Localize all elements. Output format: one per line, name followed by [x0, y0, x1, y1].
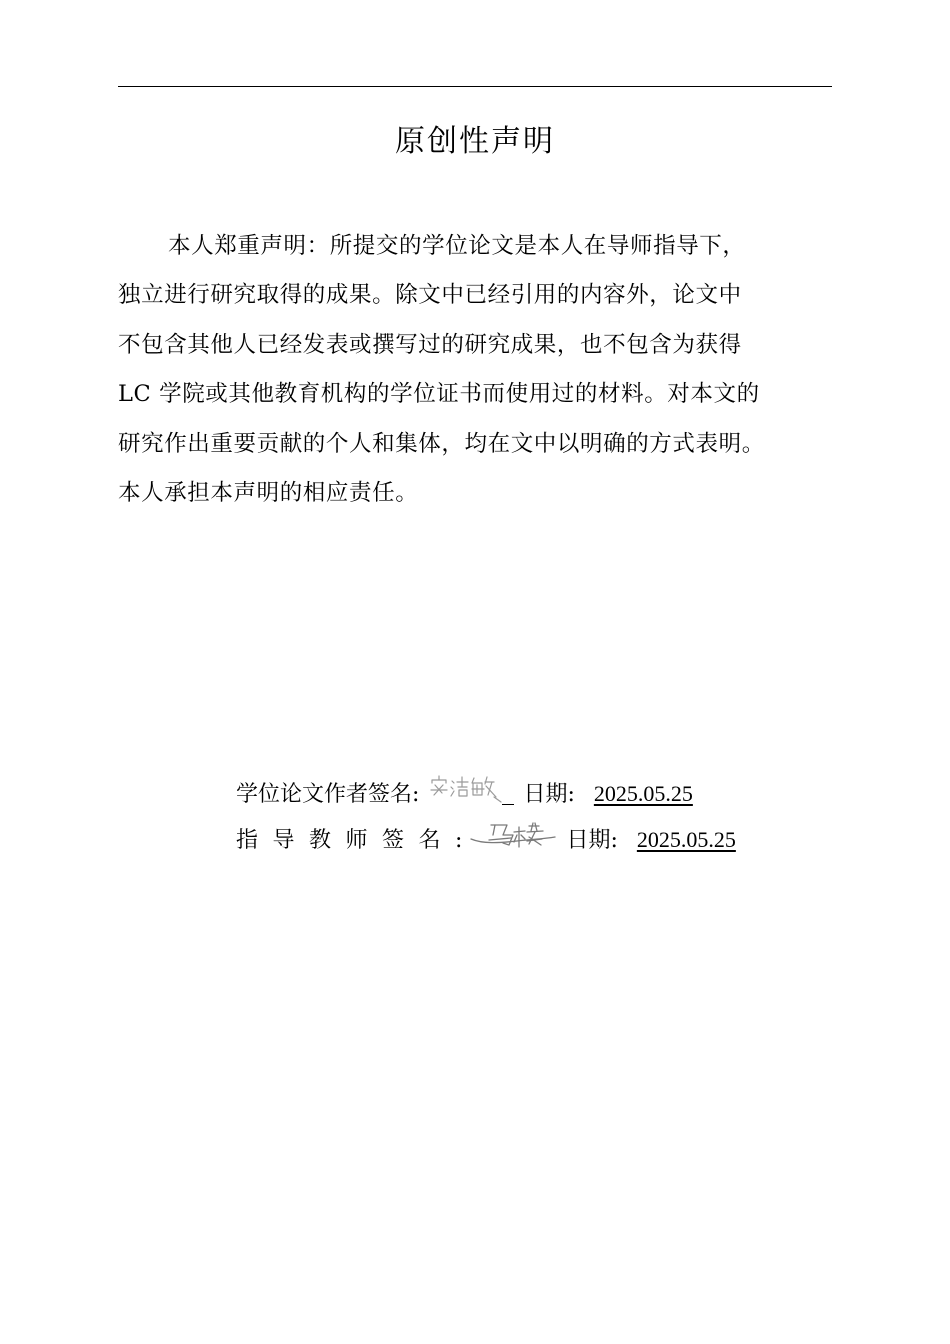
author-signature-row	[236, 771, 693, 807]
advisor-handwritten-signature	[469, 817, 557, 865]
declaration-body	[118, 222, 848, 518]
author-signature-underline	[502, 786, 514, 805]
author-signature-colon: :	[412, 782, 420, 807]
author-date-value: 2025.05.25	[593, 781, 693, 806]
declaration-line-1: 本人郑重声明：所提交的学位论文是本人在导师指导下，	[168, 233, 746, 259]
advisor-signature-label: 指导教师签名	[236, 828, 456, 853]
page-title: 原创性声明	[395, 124, 555, 159]
declaration-line-6: 本人承担本声明的相应责任。	[118, 480, 419, 507]
declaration-line-3: 不包含其他人已经发表或撰写过的研究成果，也不包含为获得	[118, 331, 742, 358]
advisor-signature-row	[236, 817, 736, 853]
advisor-date-label: 日期:	[566, 828, 618, 853]
header-rule	[118, 86, 832, 87]
author-handwritten-signature	[426, 771, 502, 819]
author-signature-label: 学位论文作者签名	[236, 782, 413, 807]
declaration-line-5: 研究作出重要贡献的个人和集体，均在文中以明确的方式表明。	[118, 430, 765, 457]
author-date-label: 日期:	[523, 782, 575, 807]
declaration-line-4: LC 学院或其他教育机构的学位证书而使用过的材料。对本文的	[118, 381, 760, 408]
declaration-line-2: 独立进行研究取得的成果。除文中已经引用的内容外，论文中	[118, 282, 742, 309]
advisor-date-value: 2025.05.25	[636, 827, 736, 852]
advisor-signature-colon: :	[455, 828, 463, 853]
